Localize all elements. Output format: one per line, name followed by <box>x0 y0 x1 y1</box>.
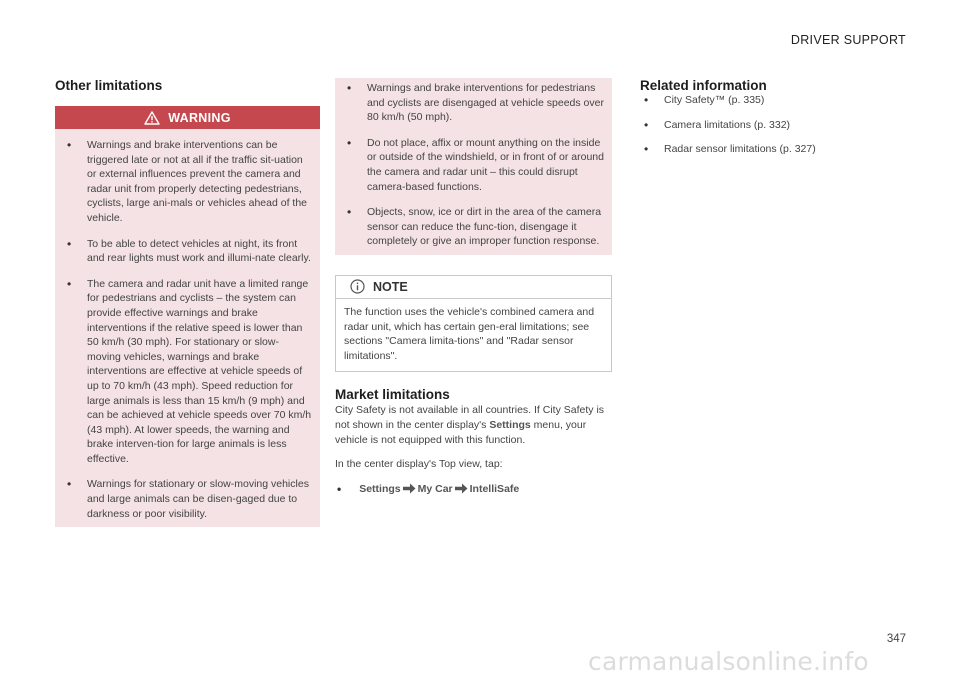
warning-box-continued <box>335 78 612 255</box>
market-text-after: menu, your vehicle is not equipped with this function. <box>335 418 587 446</box>
column-market-limitations <box>335 78 612 496</box>
topview-paragraph: In the center display's Top view, tap: <box>335 458 503 471</box>
list-item: • Warnings for stationary or slow-moving vehicles and large animals can be disen-gaged due to darkness or poor visibility. <box>63 477 312 521</box>
related-link-city-safety[interactable]: • City Safety™ (p. 335) <box>640 93 905 108</box>
note-title <box>336 276 611 299</box>
warning-list <box>63 138 312 521</box>
note-box <box>335 275 612 372</box>
warning-list-continued <box>343 81 604 249</box>
list-item: • The camera and radar unit have a limited range for pedestrians and cyclists – the system can provide effective warnings and brake interventions if the relative speed is lower than 50 km/h (30 mph). For stationary or slow-moving vehicles, warnings and brake interventions are effective at vehicle speeds of up to 70 km/h (43 mph). Speed reduction for large animals is less than 15 km/h (9 mph) and can be achieved at vehicle speeds over 70 km/h (43 mph). At lower speeds, the warning and brake interven-tion for large animals is less effective. <box>63 277 312 467</box>
warning-label: WARNING <box>168 110 231 125</box>
arrow-right-icon <box>403 483 416 494</box>
related-link-camera-limitations[interactable]: • Camera limitations (p. 332) <box>640 118 905 133</box>
settings-menu-name: Settings <box>489 418 531 431</box>
related-link-radar-limitations[interactable]: • Radar sensor limitations (p. 327) <box>640 142 905 157</box>
note-text: The function uses the vehicle's combined camera and radar unit, which has certain gen-eral limitations; see sections "Camera limita-tions" and "Radar sensor limitations". <box>344 305 595 362</box>
market-text-before: City Safety is not available in all countries. If City Safety is not shown in the center display's <box>335 404 605 431</box>
path-my-car: My Car <box>417 482 453 495</box>
market-paragraph <box>335 403 612 447</box>
related-links <box>640 93 905 157</box>
settings-path <box>335 482 612 496</box>
note-label: NOTE <box>373 279 408 294</box>
watermark: carmanualsonline.info <box>588 647 869 676</box>
arrow-right-icon <box>455 483 468 494</box>
section-header: DRIVER SUPPORT <box>790 33 906 47</box>
column-related-information <box>640 78 905 157</box>
list-item: • Warnings and brake interventions can be triggered late or not at all if the traffic sit-uation or external influences prevent the camera and radar unit from properly detecting pedestrians, cyclists, large ani-mals or vehicles ahead of the vehicle. <box>63 138 312 226</box>
column-other-limitations <box>55 78 320 527</box>
list-item: • Do not place, affix or mount anything on the inside or outside of the windshield, or in front of or around the camera and radar unit – this could disrupt camera-based functions. <box>343 136 604 194</box>
warning-box <box>55 106 320 527</box>
related-information-heading: Related information <box>640 78 767 93</box>
market-limitations-heading: Market limitations <box>335 387 450 403</box>
path-intellisafe: IntelliSafe <box>469 482 520 495</box>
path-settings: Settings <box>359 482 401 495</box>
list-item: • To be able to detect vehicles at night, its front and rear lights must work and illumi-nate clearly. <box>63 237 312 266</box>
warning-triangle-icon <box>144 111 160 125</box>
list-item: • Objects, snow, ice or dirt in the area of the camera sensor can reduce the func-tion, disengage it completely or give an improper function response. <box>343 205 604 249</box>
info-icon <box>350 279 365 294</box>
bullet: • <box>337 481 342 496</box>
list-item: • Warnings and brake interventions for pedestrians and cyclists are disengaged at vehicle speeds over 80 km/h (50 mph). <box>343 81 604 125</box>
other-limitations-heading: Other limitations <box>55 78 163 93</box>
page-number: 347 <box>886 633 906 645</box>
warning-title <box>55 106 320 129</box>
